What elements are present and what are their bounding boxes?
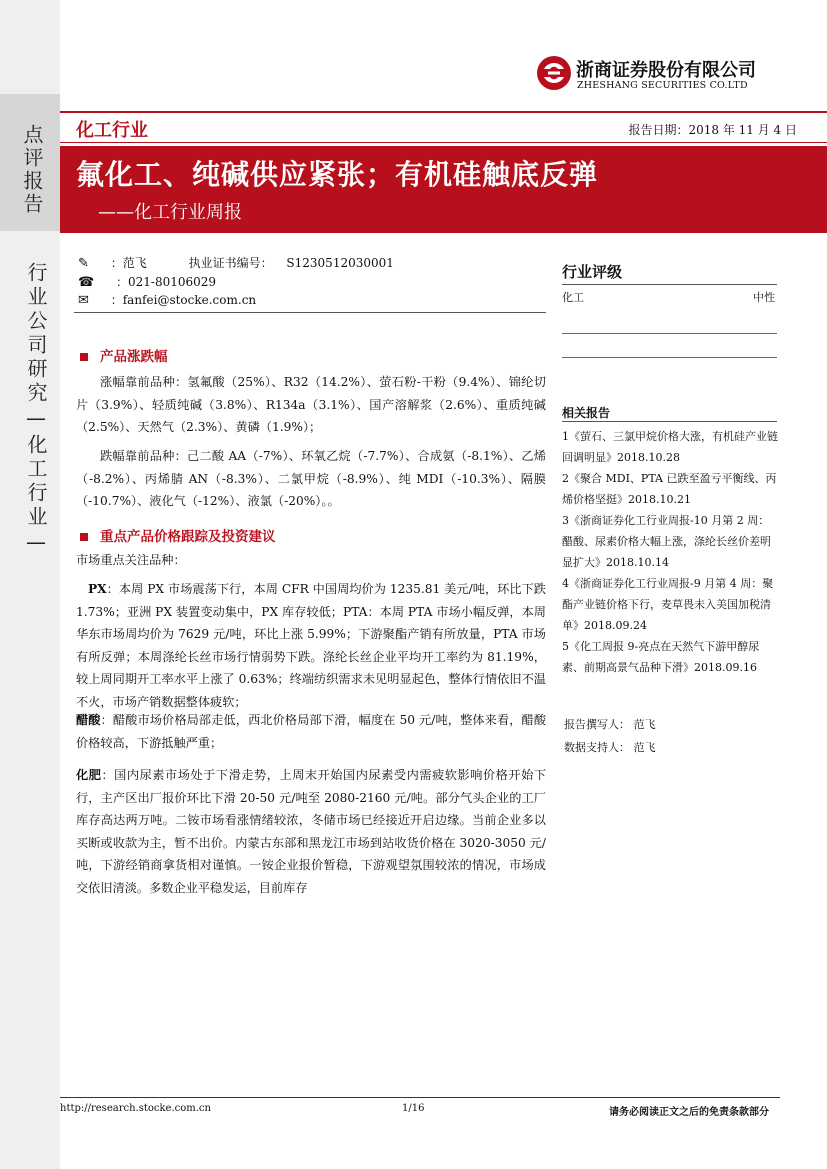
rating-rule-2 [562, 333, 777, 334]
gainers-paragraph: 涨幅靠前品种：氢氟酸（25%）、R32（14.2%）、萤石粉-干粉（9.4%）、锦纶切片（3.9%）、轻质纯碱（3.8%）、R134a（3.1%）、国产溶解浆（2.6%）、重质纯碱（2.5%）、天然气（2.3%）、黄磷（1.9%）； [76, 375, 546, 434]
related-rule [562, 421, 777, 422]
header-rule-mid [60, 142, 827, 143]
rating-rule [562, 284, 777, 285]
px-text: ：本周 PX 市场震荡下行，本周 CFR 中国周均价为 1235.81 美元/吨，环比下跌 1.73%；亚洲 PX 装置变动集中，PX 库存较低；PTA：本周 PTA 市场小幅反弹，本周华东市场周均价为 7629 元/吨，环比上涨 5.99%；下游聚酯产销有所放量，PTA 市场有所反弹；本周涤纶长丝市场行情弱势下跌。涤纶长丝企业平均开工率约为 81.19%，较上周同期开工率水平上涨了 0.63%；终端纺织需求未见明显起色，整体行情依旧不温不火，市场产销数据整体疲软； [76, 582, 546, 709]
report-category-label: 点评报告 [20, 124, 44, 216]
px-paragraph [76, 578, 546, 713]
fertilizer-text: ：国内尿素市场处于下滑走势，上周末开始国内尿素受内需疲软影响价格开始下行，主产区出厂报价环比下滑 20-50 元/吨至 2080-2160 元/吨。部分气头企业的工厂库存高达两万吨。二铵市场看涨情绪较浓，冬储市场已经接近开启边缘。当前企业多以买断或收款为主，暂不出价。内蒙古东部和黑龙江市场到站收货价格在 3020-3050 元/吨，下游经销商拿货相对谨慎。一铵企业报价暂稳，下游观望氛围较浓的情况，市场成交依旧清淡。多数企业平稳发运，目前库存 [76, 768, 547, 895]
fertilizer-label: 化肥 [76, 768, 102, 782]
related-reports-title: 相关报告 [562, 406, 611, 420]
email-row [78, 291, 256, 308]
page-title: 氟化工、纯碱供应紧张；有机硅触底反弹 [76, 158, 599, 191]
footer-rule [60, 1097, 780, 1098]
section-bullet-icon [80, 353, 88, 361]
company-name-cn: 浙商证券股份有限公司 [576, 60, 756, 81]
author-name: ：范飞 [110, 256, 147, 270]
acetic-label: 醋酸 [76, 713, 101, 727]
phone-row [78, 273, 216, 290]
industry-name: 化工行业 [76, 120, 148, 141]
cert-label: 执业证书编号： [188, 256, 273, 270]
acetic-paragraph [76, 709, 546, 754]
company-logo-icon [536, 55, 572, 91]
related-report-item[interactable]: 1《萤石、三氯甲烷价格大涨，有机硅产业链回调明显》2018.10.28 [562, 430, 778, 464]
related-report-item[interactable]: 4《浙商证券化工行业周报-9 月第 4 周：聚酯产业链价格下行，麦草畏未入美国加税清单》2018.09.24 [562, 577, 774, 632]
cert-number: S1230512030001 [286, 256, 394, 270]
related-report-item[interactable]: 3《浙商证券化工行业周报-10 月第 2 周：醋酸、尿素价格大幅上涨，涤纶长丝价差明显扩大》2018.10.14 [562, 514, 771, 569]
related-report-item[interactable]: 5《化工周报 9-亮点在天然气下游甲醇尿素、前期高景气品种下滑》2018.09.16 [562, 640, 760, 674]
industry-path-label: 行业公司研究—化工行业— [24, 262, 48, 558]
mail-icon: ✉ [78, 293, 89, 308]
rating-industry: 化工 [562, 291, 584, 304]
phone-icon: ☎ [78, 275, 95, 290]
page-subtitle: ——化工行业周报 [98, 202, 242, 223]
focus-intro: 市场重点关注品种： [76, 553, 186, 567]
rating-value: 中性 [753, 291, 775, 304]
author-email[interactable]: ：fanfei@stocke.com.cn [110, 293, 257, 307]
fertilizer-paragraph [76, 764, 546, 899]
losers-paragraph: 跌幅靠前品种：己二酸 AA（-7%）、环氧乙烷（-7.7%）、合成氨（-8.1%）、乙烯（-8.2%）、丙烯腈 AN（-8.3%）、二氯甲烷（-8.9%）、纯 MDI（-10.3%）、隔膜（-10.7%）、液化气（-12%）、液氯（-20%）。。 [76, 449, 546, 508]
footer-disclaimer: 请务必阅读正文之后的免责条款部分 [609, 1107, 769, 1118]
company-name-en: ZHESHANG SECURITIES CO.LTD [577, 80, 748, 91]
rating-row [562, 289, 777, 305]
section-heading-price-change: 产品涨跌幅 [80, 345, 168, 365]
author-row [78, 254, 394, 271]
acetic-text: ：醋酸市场价格局部走低，西北价格局部下滑，幅度在 50 元/吨，整体来看，醋酸价格较高，下游抵触严重； [76, 713, 547, 750]
author-phone: ：021-80106029 [116, 275, 217, 289]
rating-rule-3 [562, 357, 777, 358]
px-label: PX [88, 582, 107, 596]
related-reports-list [562, 426, 780, 678]
pen-icon: ✎ [78, 256, 89, 271]
rating-title: 行业评级 [562, 263, 623, 281]
footer-url[interactable]: http://research.stocke.com.cn [60, 1103, 211, 1114]
author-divider [74, 312, 546, 313]
data-supporter: 数据支持人： 范飞 [564, 741, 656, 754]
report-date: 报告日期：2018 年 11 月 4 日 [628, 123, 797, 137]
section-heading-price-tracking: 重点产品价格跟踪及投资建议 [80, 525, 276, 545]
report-writer: 报告撰写人： 范飞 [564, 718, 656, 731]
section-bullet-icon [80, 533, 88, 541]
header-rule-top [60, 111, 827, 113]
page-number: 1/16 [402, 1103, 425, 1114]
related-report-item[interactable]: 2《聚合 MDI、PTA 已跌至盈亏平衡线、丙烯价格坚挺》2018.10.21 [562, 472, 777, 506]
